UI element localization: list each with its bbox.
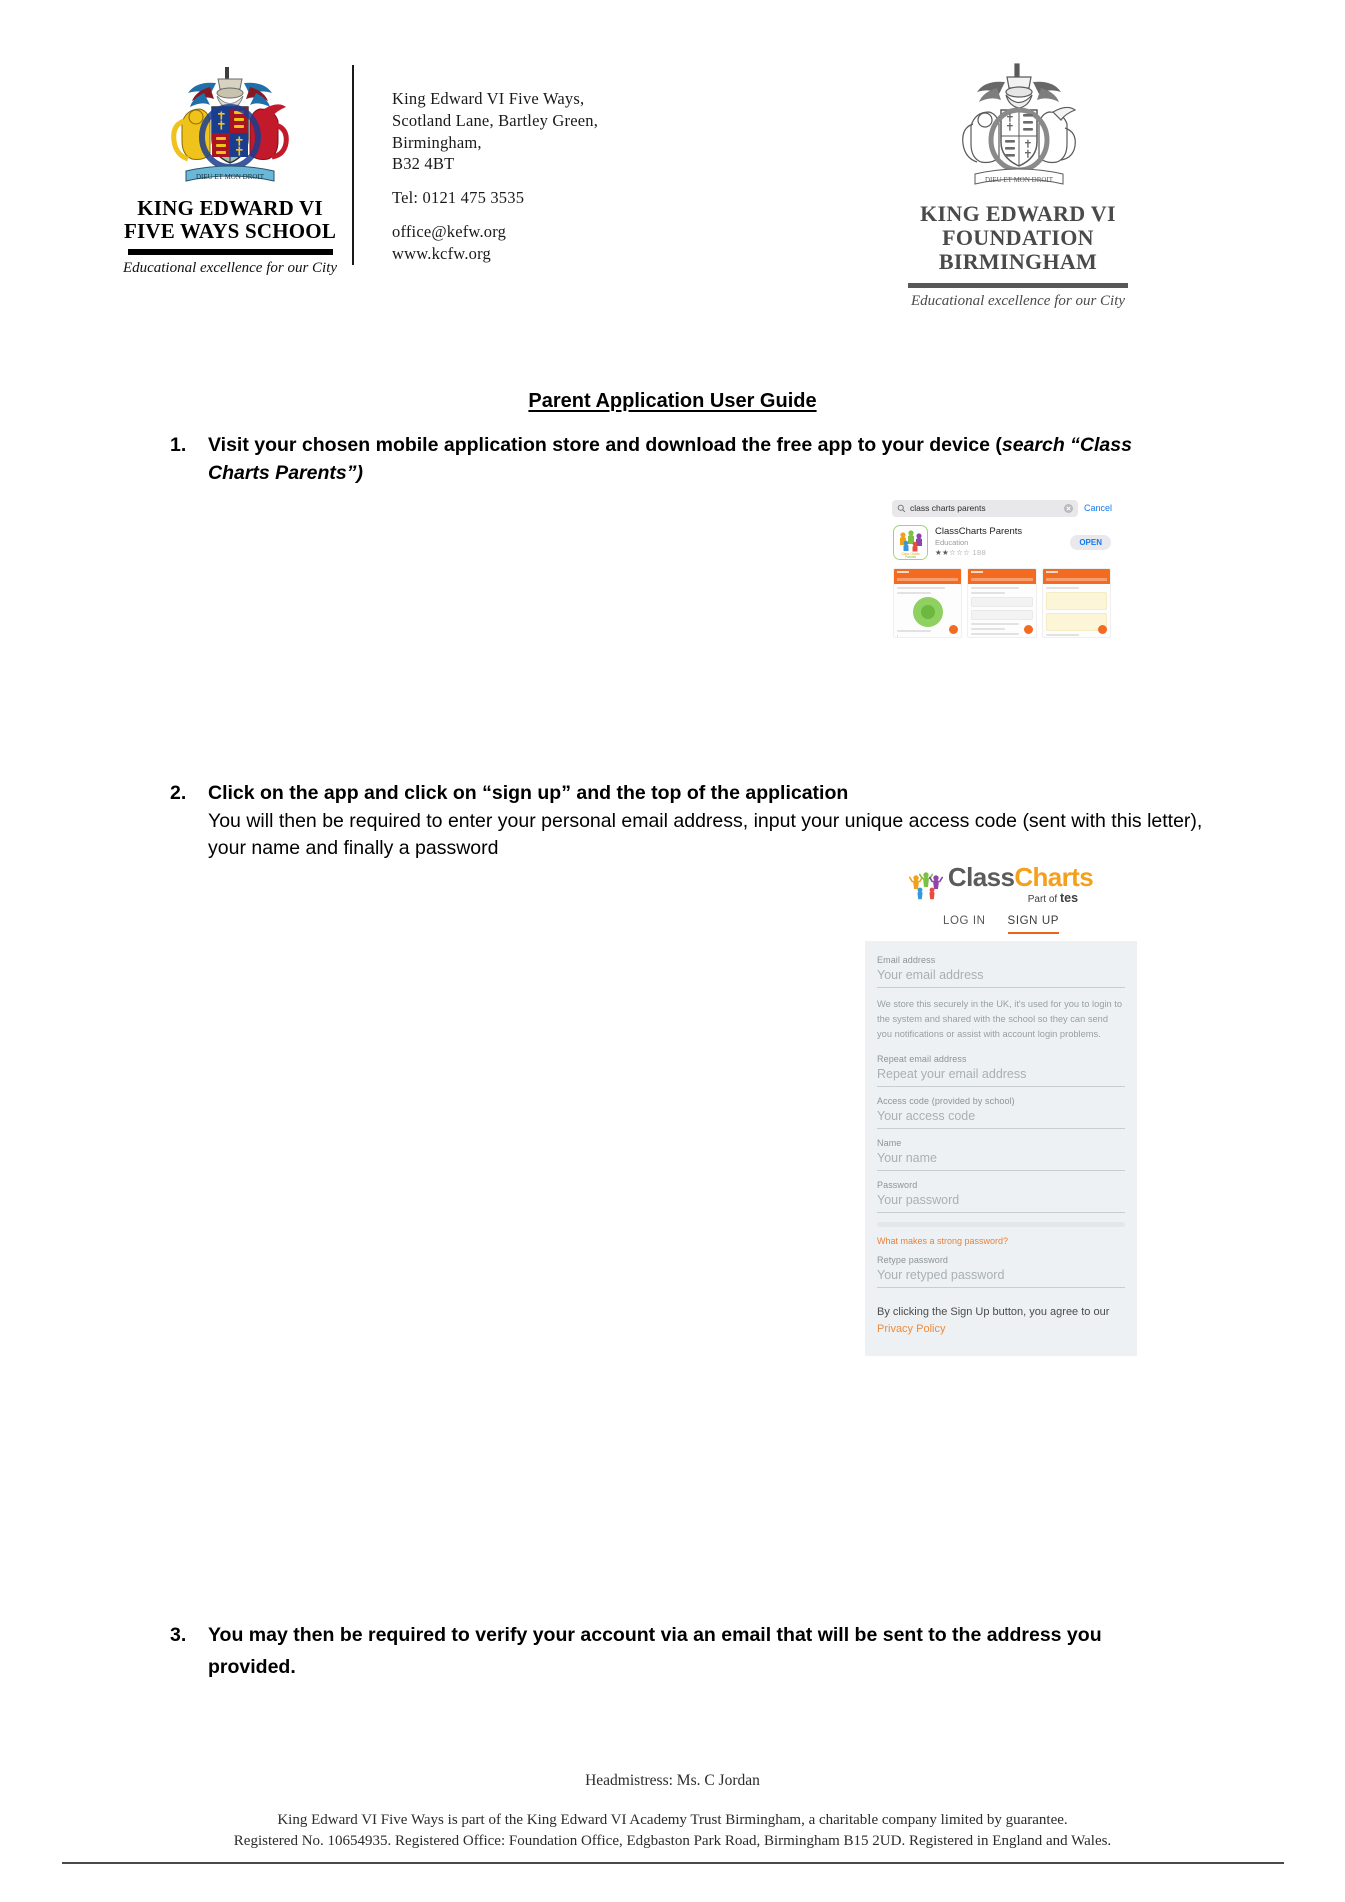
star-filled-icon: ★★ — [935, 548, 950, 558]
step-number: 3. — [170, 1624, 187, 1646]
address-telephone: Tel: 0121 475 3535 — [392, 188, 525, 208]
app-store-open-button[interactable]: OPEN — [1070, 535, 1111, 550]
privacy-policy-link[interactable]: Privacy Policy — [877, 1322, 946, 1335]
retype-password-label: Retype password — [877, 1255, 949, 1266]
classcharts-logo — [865, 862, 1137, 905]
access-code-label: Access code (provided by school) — [877, 1096, 1015, 1107]
brand-charts-text: Charts — [1014, 862, 1094, 892]
classcharts-signup-form — [865, 941, 1137, 1356]
school-name-line1: KING EDWARD VI — [137, 196, 323, 220]
step-heading: Visit your chosen mobile application store and download the free app to your device ( — [208, 434, 1002, 456]
app-store-result-row[interactable] — [888, 518, 1116, 565]
part-of-tes-label: Part of tes — [1027, 891, 1079, 905]
app-store-screenshot — [888, 498, 1116, 616]
address-line-2: Scotland Lane, Bartley Green, — [392, 110, 599, 130]
svg-text:DIEU ET MON DROIT: DIEU ET MON DROIT — [984, 176, 1053, 184]
repeat-email-label: Repeat email address — [877, 1054, 967, 1065]
classcharts-auth-tabs — [865, 915, 1137, 934]
page-title: Parent Application User Guide — [528, 390, 817, 412]
letterhead-vertical-divider — [352, 65, 354, 265]
clear-circle-icon[interactable] — [1064, 504, 1073, 513]
star-empty-icon: ☆☆☆ — [949, 548, 971, 558]
app-preview-fab-icon — [1024, 625, 1033, 634]
name-input[interactable]: Your name — [877, 1151, 1125, 1171]
strong-password-link[interactable]: What makes a strong password? — [877, 1236, 1009, 1247]
tab-log-in[interactable]: LOG IN — [942, 915, 986, 927]
step-item-1 — [170, 432, 1190, 487]
classcharts-parents-app-icon — [893, 525, 928, 560]
letterhead — [0, 55, 1345, 309]
app-store-search-row — [888, 498, 1116, 518]
password-strength-meter — [877, 1222, 1125, 1227]
school-name-line2: FIVE WAYS SCHOOL — [123, 218, 337, 243]
school-divider-bar — [128, 249, 333, 255]
legal-line-2: Registered No. 10654935. Registered Office: Foundation Office, Edgbaston Park Road, Birmingham B15 2UD. Registered in England and Wales. — [233, 1833, 1112, 1850]
app-store-app-category: Education — [935, 537, 969, 547]
svg-text:DIEU ET MON DROIT: DIEU ET MON DROIT — [195, 173, 265, 181]
password-input[interactable]: Your password — [877, 1193, 1125, 1213]
foundation-tagline: Educational excellence for our City — [910, 292, 1126, 309]
email-help-text: We store this securely in the UK, it's used for you to login to the system and shared with the school so they can send you notifications or assist with account login problems. — [877, 999, 1122, 1040]
app-preview-1 — [893, 568, 962, 638]
step-item-3 — [170, 1620, 1190, 1683]
school-logo-block — [105, 63, 355, 277]
foundation-name-line1: KING EDWARD VI — [920, 201, 1116, 226]
address-email: office@kefw.org — [392, 221, 507, 241]
address-block — [392, 88, 598, 264]
password-label: Password — [877, 1180, 918, 1191]
page-footer — [0, 1772, 1345, 1853]
step-heading: Click on the app and click on “sign up” and the top of the application — [208, 782, 849, 804]
tab-sign-up[interactable]: SIGN UP — [1008, 915, 1060, 934]
app-store-rating — [935, 548, 1070, 559]
classcharts-wordmark — [948, 864, 1093, 890]
email-address-input[interactable]: Your email address — [877, 968, 1125, 988]
foundation-name-line3: BIRMINGHAM — [938, 249, 1098, 275]
royal-coat-of-arms-mono-icon — [941, 60, 1096, 200]
retype-password-input[interactable]: Your retyped password — [877, 1268, 1125, 1288]
app-store-app-name: ClassCharts Parents — [935, 526, 1023, 538]
step-number: 1. — [170, 434, 187, 456]
address-postcode: B32 4BT — [392, 154, 455, 174]
royal-coat-of-arms-colour-icon — [160, 63, 300, 193]
email-address-label: Email address — [877, 955, 936, 965]
legal-line-1: King Edward VI Five Ways is part of the King Edward VI Academy Trust Birmingham, a charitable company limited by guarantee. — [277, 1812, 1068, 1828]
step-heading: You may then be required to verify your account via an email that will be sent to the address you provided. — [208, 1624, 1102, 1678]
app-preview-3 — [1042, 568, 1111, 638]
app-store-cancel-button[interactable]: Cancel — [1083, 503, 1112, 513]
school-tagline: Educational excellence for our City — [122, 260, 338, 277]
name-label: Name — [877, 1138, 902, 1149]
svg-text:Class Charts: Class Charts — [901, 552, 920, 556]
app-store-rating-count: 188 — [972, 548, 986, 558]
address-line-1: King Edward VI Five Ways, — [392, 89, 585, 108]
app-store-preview-gallery — [888, 565, 1116, 638]
foundation-divider-bar — [908, 283, 1128, 288]
step-item-2 — [170, 780, 1210, 863]
classcharts-signup-screenshot — [865, 862, 1137, 1356]
step-heading-emphasis: search “Class Charts Parents”) — [208, 434, 1132, 484]
repeat-email-input[interactable]: Repeat your email address — [877, 1067, 1125, 1087]
app-preview-2 — [967, 568, 1036, 638]
search-icon — [897, 504, 906, 513]
app-store-search-field[interactable] — [892, 500, 1078, 517]
access-code-input[interactable]: Your access code — [877, 1109, 1125, 1129]
step-subtext: You will then be required to enter your personal email address, input your unique access code (sent with this letter), your name and finally a password — [208, 809, 1203, 860]
address-website: www.kcfw.org — [392, 243, 491, 263]
foundation-name-line2: FOUNDATION — [942, 225, 1094, 251]
address-line-3: Birmingham, — [392, 132, 482, 152]
footer-rule — [62, 1862, 1284, 1864]
brand-class-text: Class — [947, 862, 1015, 892]
foundation-logo-block — [818, 60, 1218, 310]
headmistress-line: Headmistress: Ms. C Jordan — [585, 1772, 760, 1789]
step-number: 2. — [170, 782, 187, 804]
app-store-search-query: class charts parents — [910, 503, 986, 513]
classcharts-people-logo-icon — [909, 870, 943, 900]
app-preview-fab-icon — [1098, 625, 1107, 634]
svg-text:Parents: Parents — [905, 555, 916, 559]
terms-text: By clicking the Sign Up button, you agree to our Privacy Policy — [877, 1306, 1110, 1335]
